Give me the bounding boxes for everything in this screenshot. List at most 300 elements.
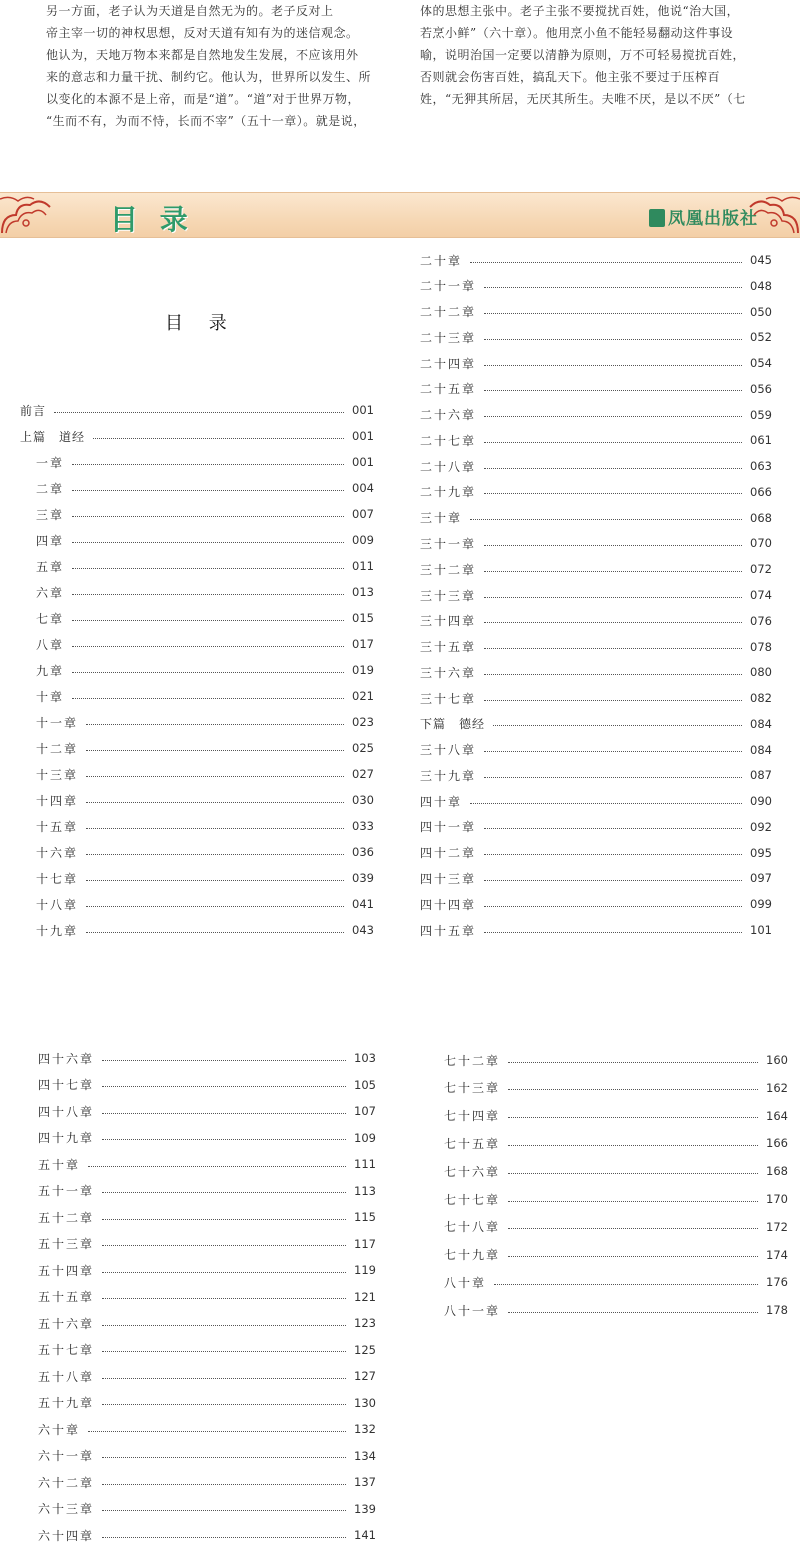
toc-leader-dots xyxy=(86,932,344,933)
toc-page-number: 141 xyxy=(354,1528,376,1542)
toc-entry-title: 三十六章 xyxy=(420,665,477,680)
toc-entry[interactable] xyxy=(420,791,772,811)
toc-entry-title: 三十五章 xyxy=(420,640,477,655)
toc-page-number: 072 xyxy=(750,562,772,577)
toc-page-number: 023 xyxy=(352,715,374,729)
toc-entry-title: 二十章 xyxy=(420,253,463,268)
toc-page-number: 130 xyxy=(354,1395,376,1410)
toc-entry-title: 一章 xyxy=(36,455,65,470)
toc-leader-dots xyxy=(102,1351,346,1352)
toc-entry-title: 四十九章 xyxy=(38,1131,95,1145)
toc-entry[interactable] xyxy=(420,611,772,631)
toc-entry-title: 二十七章 xyxy=(420,433,477,448)
toc-entry-title: 二十六章 xyxy=(420,408,477,423)
toc-entry[interactable] xyxy=(38,1340,376,1360)
toc-entry[interactable] xyxy=(20,842,374,862)
toc-leader-dots xyxy=(470,803,742,804)
toc-leader-dots xyxy=(484,751,742,752)
toc-entry-title: 二章 xyxy=(36,481,65,496)
toc-leader-dots xyxy=(484,339,742,340)
toc-entry-title: 五十三章 xyxy=(38,1237,95,1251)
toc-leader-dots xyxy=(484,828,742,829)
toc-leader-dots xyxy=(508,1312,758,1313)
toc-entry[interactable] xyxy=(444,1300,788,1320)
toc-page-number: 076 xyxy=(750,613,772,628)
toc-entry[interactable] xyxy=(420,662,772,682)
toc-entry[interactable] xyxy=(420,637,772,657)
toc-leader-dots xyxy=(72,490,344,491)
toc-entry[interactable] xyxy=(420,250,772,270)
toc-leader-dots xyxy=(484,880,742,881)
toc-page-number: 168 xyxy=(766,1164,788,1179)
toc-leader-dots xyxy=(102,1192,346,1193)
toc-leader-dots xyxy=(72,464,344,465)
toc-entry-title: 十二章 xyxy=(36,741,79,756)
toc-page-number: 025 xyxy=(352,741,374,755)
toc-page-number: 113 xyxy=(354,1183,376,1198)
intro-line: 帝主宰一切的神权思想，反对天道有知有为的迷信观念。 xyxy=(46,26,359,40)
toc-entry-title: 五十八章 xyxy=(38,1369,95,1384)
toc-leader-dots xyxy=(72,516,344,517)
toc-entry-title: 七十三章 xyxy=(444,1081,501,1096)
toc-column-3 xyxy=(38,1048,376,1543)
toc-page-number: 087 xyxy=(750,768,772,783)
toc-page-number: 045 xyxy=(750,253,772,267)
toc-page-number: 160 xyxy=(766,1053,788,1067)
toc-page-number: 041 xyxy=(352,897,374,911)
toc-leader-dots xyxy=(508,1062,758,1063)
toc-entry[interactable] xyxy=(38,1499,376,1519)
toc-page-number: 176 xyxy=(766,1275,788,1290)
toc-entry-title: 五十九章 xyxy=(38,1396,95,1410)
toc-entry-title: 三十章 xyxy=(420,511,463,526)
toc-entry[interactable] xyxy=(20,790,374,810)
toc-entry[interactable] xyxy=(20,920,374,940)
toc-entry[interactable] xyxy=(420,533,772,553)
toc-page-number: 080 xyxy=(750,665,772,680)
toc-page-number: 164 xyxy=(766,1108,788,1123)
toc-leader-dots xyxy=(484,597,742,598)
banner-title: 目 录 xyxy=(110,203,194,236)
toc-entry-title: 五十六章 xyxy=(38,1316,95,1331)
toc-entry-title: 五十章 xyxy=(38,1157,81,1172)
toc-leader-dots xyxy=(102,1086,346,1087)
toc-entry[interactable] xyxy=(420,430,772,450)
toc-page-number: 021 xyxy=(352,689,374,703)
toc-page-number: 105 xyxy=(354,1077,376,1092)
toc-leader-dots xyxy=(86,802,344,803)
toc-page-number: 019 xyxy=(352,663,374,677)
toc-entry-title: 三十八章 xyxy=(420,743,477,758)
toc-leader-dots xyxy=(508,1145,758,1146)
toc-entry[interactable] xyxy=(20,764,374,784)
toc-entry[interactable] xyxy=(20,634,374,654)
toc-entry[interactable] xyxy=(20,530,374,550)
toc-entry-title: 五十二章 xyxy=(38,1210,95,1225)
toc-page-number: 001 xyxy=(352,403,374,417)
toc-entry[interactable] xyxy=(38,1446,376,1466)
toc-entry[interactable] xyxy=(38,1472,376,1492)
toc-page-number: 043 xyxy=(352,923,374,937)
intro-line: 体的思想主张中。老子主张不要搅扰百姓，他说“治大国， xyxy=(420,4,740,18)
toc-entry[interactable] xyxy=(420,688,772,708)
toc-page-number: 162 xyxy=(766,1080,788,1095)
publisher-name: 凤凰出版社 xyxy=(668,209,758,229)
toc-entry[interactable] xyxy=(38,1101,376,1121)
toc-entry-title: 八十章 xyxy=(444,1275,487,1290)
toc-leader-dots xyxy=(86,854,344,855)
toc-entry[interactable] xyxy=(420,508,772,528)
toc-entry-title: 三十二章 xyxy=(420,562,477,577)
toc-page-number: 004 xyxy=(352,481,374,495)
toc-leader-dots xyxy=(86,828,344,829)
toc-entry[interactable] xyxy=(420,714,772,734)
toc-entry-title: 三十四章 xyxy=(420,614,477,629)
toc-leader-dots xyxy=(508,1201,758,1202)
toc-entry-title: 七十九章 xyxy=(444,1248,501,1263)
toc-page-number: 134 xyxy=(354,1448,376,1463)
toc-entry-title: 三十一章 xyxy=(420,536,477,551)
toc-page-number: 109 xyxy=(354,1130,376,1145)
toc-leader-dots xyxy=(508,1256,758,1257)
toc-page-number: 039 xyxy=(352,871,374,885)
toc-entry[interactable] xyxy=(20,660,374,680)
toc-page-number: 123 xyxy=(354,1316,376,1330)
toc-page-number: 090 xyxy=(750,794,772,809)
toc-entry-title: 二十四章 xyxy=(420,356,477,371)
toc-entry-title: 上篇 道经 xyxy=(20,429,86,444)
toc-entry[interactable] xyxy=(20,868,374,888)
toc-page-number: 009 xyxy=(352,533,374,547)
publisher-logo xyxy=(649,204,758,229)
toc-page-number: 172 xyxy=(766,1219,788,1234)
toc-entry[interactable] xyxy=(444,1189,788,1209)
toc-leader-dots xyxy=(484,442,742,443)
toc-leader-dots xyxy=(102,1404,346,1405)
intro-line: 若烹小鲜”（六十章）。他用烹小鱼不能轻易翻动这件事设 xyxy=(420,26,734,40)
toc-page-number: 119 xyxy=(354,1263,376,1277)
toc-entry[interactable] xyxy=(420,327,772,347)
toc-leader-dots xyxy=(86,776,344,777)
toc-entry[interactable] xyxy=(38,1287,376,1307)
toc-entry[interactable] xyxy=(20,894,374,914)
toc-leader-dots xyxy=(102,1060,346,1061)
toc-leader-dots xyxy=(470,262,742,263)
toc-entry[interactable] xyxy=(420,740,772,760)
toc-entry[interactable] xyxy=(420,379,772,399)
toc-leader-dots xyxy=(86,880,344,881)
toc-entry[interactable] xyxy=(444,1272,788,1292)
toc-page-number: 103 xyxy=(354,1051,376,1065)
toc-entry[interactable] xyxy=(20,400,374,420)
toc-leader-dots xyxy=(102,1272,346,1273)
toc-entry[interactable] xyxy=(38,1048,376,1068)
intro-line: “生而不有，为而不恃，长而不宰”（五十一章）。就是说， xyxy=(46,114,366,128)
toc-entry[interactable] xyxy=(444,1217,788,1237)
toc-entry-title: 二十八章 xyxy=(420,459,477,474)
toc-entry-title: 七十六章 xyxy=(444,1164,501,1179)
toc-entry-title: 六十四章 xyxy=(38,1528,95,1543)
toc-entry[interactable] xyxy=(420,405,772,425)
toc-entry[interactable] xyxy=(420,817,772,837)
toc-page-number: 107 xyxy=(354,1104,376,1118)
toc-leader-dots xyxy=(508,1228,758,1229)
toc-page-number: 132 xyxy=(354,1422,376,1436)
toc-leader-dots xyxy=(484,648,742,649)
toc-entry[interactable] xyxy=(20,738,374,758)
toc-leader-dots xyxy=(484,700,742,701)
toc-entry[interactable] xyxy=(444,1106,788,1126)
toc-banner xyxy=(0,192,800,238)
toc-leader-dots xyxy=(93,438,344,439)
toc-leader-dots xyxy=(88,1166,346,1167)
toc-leader-dots xyxy=(88,1431,346,1432)
toc-page-number: 117 xyxy=(354,1236,376,1251)
toc-leader-dots xyxy=(102,1298,346,1299)
toc-leader-dots xyxy=(484,545,742,546)
toc-entry[interactable] xyxy=(38,1075,376,1095)
toc-column-2 xyxy=(420,250,772,940)
intro-line: 来的意志和力量干扰、制约它。他认为，世界所以发生、所 xyxy=(46,70,372,84)
toc-page-number: 101 xyxy=(750,923,772,938)
toc-entry-title: 四十五章 xyxy=(420,923,477,938)
toc-entry[interactable] xyxy=(420,482,772,502)
toc-page-number: 052 xyxy=(750,330,772,345)
toc-page-number: 033 xyxy=(352,819,374,833)
toc-entry-title: 七十二章 xyxy=(444,1053,501,1068)
toc-entry-title: 四十章 xyxy=(420,794,463,809)
toc-leader-dots xyxy=(484,622,742,623)
toc-entry[interactable] xyxy=(38,1181,376,1201)
toc-page-number: 125 xyxy=(354,1342,376,1357)
toc-page-number: 070 xyxy=(750,536,772,551)
toc-entry-title: 十一章 xyxy=(36,715,79,730)
toc-page-number: 097 xyxy=(750,871,772,886)
intro-line: 另一方面，老子认为天道是自然无为的。老子反对上 xyxy=(46,4,334,18)
toc-entry[interactable] xyxy=(38,1366,376,1386)
toc-entry[interactable] xyxy=(420,456,772,476)
toc-leader-dots xyxy=(484,493,742,494)
toc-leader-dots xyxy=(484,313,742,314)
toc-leader-dots xyxy=(72,672,344,673)
toc-entry-title: 二十二章 xyxy=(420,305,477,320)
toc-entry-title: 下篇 德经 xyxy=(420,717,486,732)
toc-page-number: 007 xyxy=(352,507,374,521)
toc-leader-dots xyxy=(72,542,344,543)
toc-column-1 xyxy=(20,400,374,945)
toc-page-number: 174 xyxy=(766,1247,788,1262)
toc-leader-dots xyxy=(484,571,742,572)
toc-leader-dots xyxy=(484,932,742,933)
toc-page-number: 084 xyxy=(750,716,772,731)
toc-page-number: 095 xyxy=(750,845,772,860)
toc-entry[interactable] xyxy=(420,302,772,322)
toc-entry-title: 五十五章 xyxy=(38,1290,95,1304)
toc-entry-title: 五十七章 xyxy=(38,1343,95,1357)
toc-entry[interactable] xyxy=(38,1128,376,1148)
toc-entry[interactable] xyxy=(38,1234,376,1254)
toc-entry-title: 十九章 xyxy=(36,923,79,938)
toc-leader-dots xyxy=(86,906,344,907)
toc-entry[interactable] xyxy=(444,1133,788,1153)
toc-entry[interactable] xyxy=(38,1393,376,1413)
toc-leader-dots xyxy=(484,674,742,675)
toc-leader-dots xyxy=(72,698,344,699)
toc-page-number: 170 xyxy=(766,1192,788,1206)
toc-heading: 目 录 xyxy=(165,313,237,334)
toc-entry[interactable] xyxy=(420,353,772,373)
toc-entry-title: 十七章 xyxy=(36,871,79,886)
toc-entry-title: 六十三章 xyxy=(38,1502,95,1516)
toc-entry[interactable] xyxy=(444,1050,788,1070)
toc-entry-title: 二十三章 xyxy=(420,330,477,345)
toc-page-number: 030 xyxy=(352,793,374,807)
toc-entry[interactable] xyxy=(20,608,374,628)
toc-page-number: 074 xyxy=(750,588,772,602)
toc-page-number: 015 xyxy=(352,611,374,625)
toc-leader-dots xyxy=(72,568,344,569)
toc-leader-dots xyxy=(102,1510,346,1511)
intro-text-right xyxy=(420,0,766,110)
cloud-ornament-left-icon xyxy=(0,193,54,237)
toc-page-number: 115 xyxy=(354,1210,376,1224)
toc-entry-title: 三十三章 xyxy=(420,588,477,603)
toc-entry[interactable] xyxy=(420,894,772,914)
toc-page-number: 001 xyxy=(352,429,374,443)
toc-leader-dots xyxy=(72,594,344,595)
toc-entry-title: 十六章 xyxy=(36,845,79,860)
toc-entry[interactable] xyxy=(20,478,374,498)
toc-entry[interactable] xyxy=(38,1313,376,1333)
toc-page-number: 011 xyxy=(352,559,374,573)
toc-column-4 xyxy=(444,1050,788,1320)
toc-page-number: 178 xyxy=(766,1303,788,1318)
toc-entry-title: 九章 xyxy=(36,663,65,678)
toc-leader-dots xyxy=(102,1537,346,1538)
toc-entry-title: 五章 xyxy=(36,559,65,574)
toc-page-number: 121 xyxy=(354,1289,376,1304)
toc-entry-title: 六十一章 xyxy=(38,1449,95,1463)
toc-page-number: 063 xyxy=(750,459,772,474)
toc-entry-title: 六十二章 xyxy=(38,1475,95,1490)
intro-line: 喻，说明治国一定要以清静为原则，万不可轻易搅扰百姓， xyxy=(420,48,746,62)
toc-leader-dots xyxy=(54,412,344,413)
toc-entry[interactable] xyxy=(38,1154,376,1174)
toc-leader-dots xyxy=(72,646,344,647)
publisher-emblem-icon xyxy=(649,209,665,227)
toc-entry[interactable] xyxy=(38,1525,376,1545)
toc-page-number: 048 xyxy=(750,278,772,293)
toc-entry-title: 七十四章 xyxy=(444,1109,501,1124)
toc-entry[interactable] xyxy=(444,1161,788,1181)
toc-entry-title: 四十二章 xyxy=(420,846,477,861)
toc-leader-dots xyxy=(102,1484,346,1485)
toc-page-number: 127 xyxy=(354,1369,376,1383)
toc-entry-title: 四十六章 xyxy=(38,1051,95,1066)
toc-entry[interactable] xyxy=(20,426,374,446)
toc-entry-title: 五十四章 xyxy=(38,1263,95,1278)
toc-entry-title: 四十三章 xyxy=(420,871,477,886)
toc-leader-dots xyxy=(484,390,742,391)
cloud-ornament-right-icon xyxy=(746,193,800,237)
toc-leader-dots xyxy=(484,287,742,288)
toc-leader-dots xyxy=(508,1117,758,1118)
toc-leader-dots xyxy=(508,1089,758,1090)
toc-entry[interactable] xyxy=(20,712,374,732)
toc-entry-title: 三章 xyxy=(36,507,65,522)
toc-entry-title: 十四章 xyxy=(36,793,79,808)
toc-entry-title: 七十五章 xyxy=(444,1136,501,1151)
toc-entry[interactable] xyxy=(420,276,772,296)
toc-page-number: 068 xyxy=(750,510,772,525)
toc-entry[interactable] xyxy=(20,452,374,472)
toc-leader-dots xyxy=(484,906,742,907)
toc-entry[interactable] xyxy=(20,556,374,576)
toc-entry[interactable] xyxy=(20,686,374,706)
toc-leader-dots xyxy=(102,1325,346,1326)
toc-page-number: 099 xyxy=(750,897,772,912)
toc-entry[interactable] xyxy=(20,504,374,524)
toc-entry[interactable] xyxy=(420,765,772,785)
toc-entry-title: 七章 xyxy=(36,611,65,626)
intro-line: 他认为，天地万物本来都是自然地发生发展，不应该用外 xyxy=(46,48,359,62)
toc-entry[interactable] xyxy=(20,582,374,602)
intro-line: 否则就会伤害百姓，搞乱天下。他主张不要过于压榨百 xyxy=(420,70,721,84)
toc-entry[interactable] xyxy=(38,1260,376,1280)
toc-entry-title: 四十八章 xyxy=(38,1104,95,1119)
toc-entry[interactable] xyxy=(20,816,374,836)
toc-leader-dots xyxy=(484,777,742,778)
toc-page-number: 050 xyxy=(750,304,772,319)
toc-page-number: 001 xyxy=(352,455,374,469)
toc-entry-title: 二十一章 xyxy=(420,279,477,294)
toc-entry[interactable] xyxy=(444,1078,788,1098)
toc-page-number: 036 xyxy=(352,845,374,859)
toc-leader-dots xyxy=(86,724,344,725)
toc-entry-title: 三十七章 xyxy=(420,691,477,706)
toc-entry-title: 四十一章 xyxy=(420,820,477,835)
toc-leader-dots xyxy=(86,750,344,751)
toc-leader-dots xyxy=(484,416,742,417)
toc-entry[interactable] xyxy=(444,1245,788,1265)
toc-entry[interactable] xyxy=(420,920,772,940)
toc-page-number: 056 xyxy=(750,381,772,396)
intro-text-left xyxy=(22,0,378,132)
intro-line: 姓，“无狎其所居，无厌其所生。夫唯不厌，是以不厌”（七 xyxy=(420,92,746,106)
toc-page-number: 166 xyxy=(766,1136,788,1151)
toc-page-number: 139 xyxy=(354,1501,376,1516)
toc-leader-dots xyxy=(72,620,344,621)
toc-entry-title: 五十一章 xyxy=(38,1184,95,1198)
toc-entry[interactable] xyxy=(38,1207,376,1227)
toc-page-number: 137 xyxy=(354,1475,376,1489)
toc-leader-dots xyxy=(484,854,742,855)
toc-entry-title: 八十一章 xyxy=(444,1303,501,1318)
toc-entry[interactable] xyxy=(420,868,772,888)
toc-page-number: 027 xyxy=(352,767,374,781)
toc-leader-dots xyxy=(484,365,742,366)
toc-leader-dots xyxy=(102,1139,346,1140)
toc-entry[interactable] xyxy=(420,559,772,579)
toc-entry-title: 二十九章 xyxy=(420,485,477,500)
toc-entry[interactable] xyxy=(420,843,772,863)
toc-page-number: 061 xyxy=(750,433,772,448)
toc-entry[interactable] xyxy=(420,585,772,605)
toc-entry[interactable] xyxy=(38,1419,376,1439)
toc-page-number: 059 xyxy=(750,407,772,422)
toc-leader-dots xyxy=(494,1284,758,1285)
toc-entry-title: 四十四章 xyxy=(420,897,477,912)
